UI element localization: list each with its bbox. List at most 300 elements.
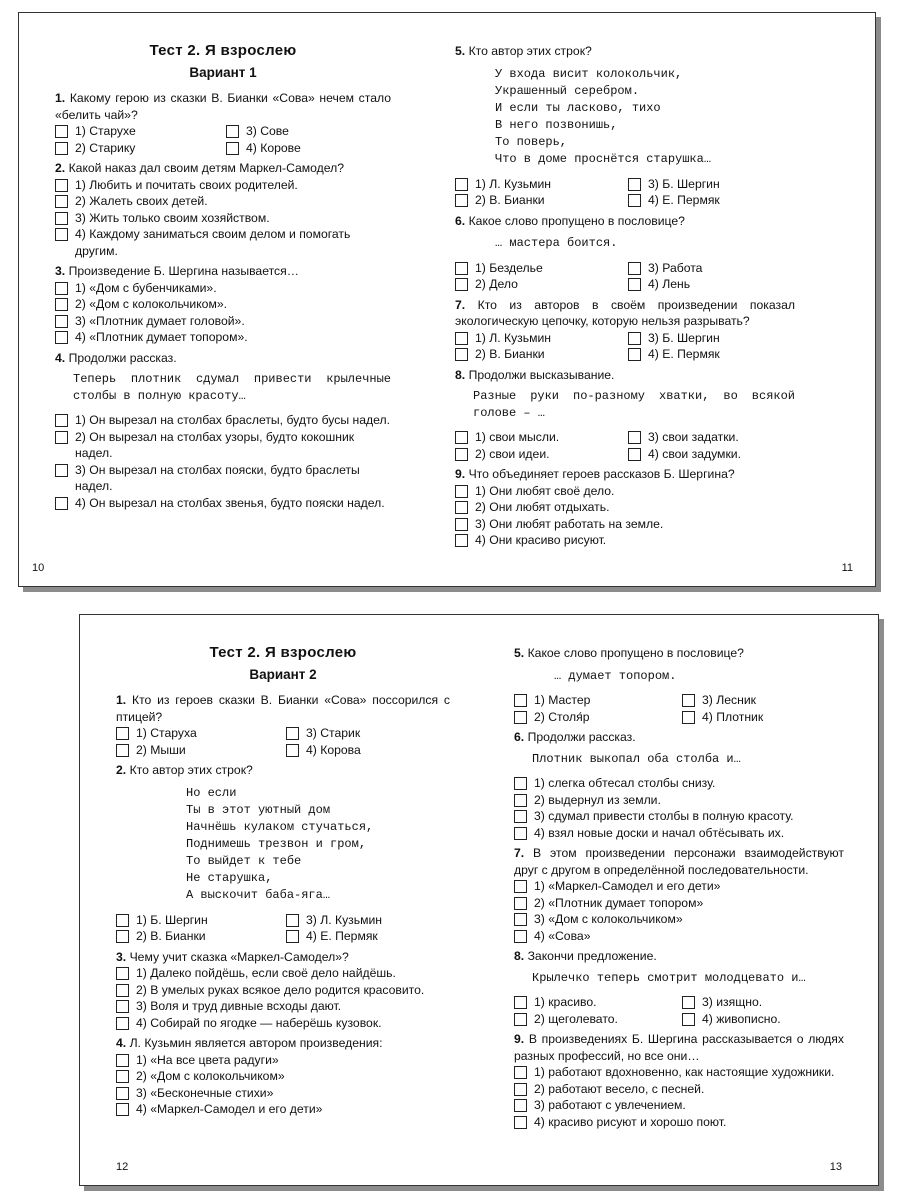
question-text: В произведениях Б. Шергина рассказывается о людях разных профессий, но все они… bbox=[514, 1032, 844, 1063]
checkbox[interactable] bbox=[514, 880, 527, 893]
answer-option-label: 1) Л. Кузьмин bbox=[475, 176, 552, 191]
question-number: 2. bbox=[55, 161, 66, 175]
checkbox[interactable] bbox=[682, 711, 695, 724]
poem-line: В него позвонишь, bbox=[495, 117, 618, 132]
question-text: Какой наказ дал своим детям Маркел-Самодел? bbox=[68, 161, 345, 175]
answer-option[interactable] bbox=[514, 1097, 844, 1114]
answer-options bbox=[514, 692, 844, 725]
checkbox[interactable] bbox=[514, 777, 527, 790]
answer-option[interactable] bbox=[55, 412, 391, 429]
answer-option[interactable] bbox=[628, 192, 795, 209]
question-block bbox=[116, 1035, 450, 1118]
answer-option-label: 2) Старику bbox=[75, 140, 136, 155]
checkbox[interactable] bbox=[55, 228, 68, 241]
answer-option-label: 2) Дело bbox=[475, 277, 518, 291]
answer-options bbox=[514, 878, 844, 944]
answer-option-label: 4) Е. Пермяк bbox=[306, 929, 378, 943]
answer-option[interactable] bbox=[55, 123, 220, 140]
checkbox[interactable] bbox=[55, 282, 68, 295]
page-13-column bbox=[514, 615, 844, 1185]
prose-excerpt: Крылечко теперь смотрит молодцевато и… bbox=[532, 970, 806, 985]
question-text: Кто из авторов в своём произведении показал экологическую цепочку, которую нельзя разрывать? bbox=[455, 297, 795, 328]
question-block bbox=[55, 160, 391, 259]
answer-option[interactable] bbox=[514, 1011, 676, 1028]
answer-option[interactable] bbox=[682, 692, 844, 709]
checkbox[interactable] bbox=[55, 464, 68, 477]
question-number: 8. bbox=[514, 949, 525, 963]
answer-option-label: 3) Б. Шергин bbox=[648, 176, 720, 191]
question-block bbox=[55, 350, 391, 512]
answer-option-label: 4) Они красиво рисуют. bbox=[475, 533, 607, 547]
answer-option-label: 2) Жалеть своих детей. bbox=[75, 194, 208, 208]
checkbox[interactable] bbox=[514, 827, 527, 840]
answer-option[interactable] bbox=[628, 260, 795, 277]
checkbox[interactable] bbox=[55, 212, 68, 225]
answer-option[interactable] bbox=[55, 313, 391, 330]
answer-option[interactable] bbox=[55, 329, 391, 346]
checkbox[interactable] bbox=[514, 996, 527, 1009]
checkbox[interactable] bbox=[116, 1087, 129, 1100]
answer-option[interactable] bbox=[55, 429, 391, 462]
question-block bbox=[514, 948, 844, 1027]
checkbox[interactable] bbox=[514, 1116, 527, 1129]
checkbox[interactable] bbox=[628, 178, 641, 191]
answer-options bbox=[455, 429, 795, 462]
answer-option-label: 3) Жить только своим хозяйством. bbox=[75, 210, 270, 225]
test-spread-variant-1 bbox=[18, 12, 876, 587]
answer-option[interactable] bbox=[628, 276, 795, 293]
answer-option[interactable] bbox=[514, 1064, 844, 1081]
checkbox[interactable] bbox=[455, 262, 468, 275]
answer-option-label: 4) живописно. bbox=[702, 1011, 781, 1026]
checkbox[interactable] bbox=[116, 1000, 129, 1013]
checkbox[interactable] bbox=[514, 1013, 527, 1026]
checkbox[interactable] bbox=[55, 431, 68, 444]
answer-option[interactable] bbox=[514, 692, 676, 709]
answer-option-label: 4) Корова bbox=[306, 742, 361, 757]
answer-option-label: 4) «Сова» bbox=[534, 928, 591, 943]
answer-option[interactable] bbox=[116, 1015, 450, 1032]
checkbox[interactable] bbox=[628, 431, 641, 444]
answer-option[interactable] bbox=[682, 1011, 844, 1028]
answer-option-label: 4) Каждому заниматься своим делом и помогать другим. bbox=[75, 227, 351, 258]
checkbox[interactable] bbox=[682, 996, 695, 1009]
checkbox[interactable] bbox=[455, 501, 468, 514]
answer-options bbox=[514, 1064, 844, 1130]
answer-option-label: 1) Мастер bbox=[534, 693, 591, 707]
checkbox[interactable] bbox=[514, 810, 527, 823]
question-number: 2. bbox=[116, 763, 127, 777]
checkbox[interactable] bbox=[455, 194, 468, 207]
question-text: Произведение Б. Шергина называется… bbox=[68, 264, 299, 278]
answer-option[interactable] bbox=[514, 709, 676, 726]
checkbox[interactable] bbox=[286, 914, 299, 927]
answer-option[interactable] bbox=[226, 140, 391, 157]
test-spread-variant-2 bbox=[79, 614, 879, 1186]
question-block bbox=[116, 949, 450, 1032]
answer-option[interactable] bbox=[514, 911, 844, 928]
prose-excerpt: Плотник выкопал оба столба и… bbox=[532, 751, 741, 766]
answer-options bbox=[116, 725, 450, 758]
question-block bbox=[455, 43, 795, 209]
checkbox[interactable] bbox=[116, 1017, 129, 1030]
answer-option[interactable] bbox=[286, 912, 450, 929]
question-text-line bbox=[514, 729, 844, 746]
answer-option[interactable] bbox=[55, 280, 391, 297]
checkbox[interactable] bbox=[455, 518, 468, 531]
checkbox[interactable] bbox=[286, 930, 299, 943]
question-block bbox=[455, 367, 795, 463]
answer-option[interactable] bbox=[55, 462, 391, 495]
answer-option-label: 1) «Дом с бубенчиками». bbox=[75, 280, 217, 295]
answer-option[interactable] bbox=[682, 709, 844, 726]
question-text: Продолжи высказывание. bbox=[468, 367, 615, 382]
answer-option[interactable] bbox=[628, 429, 795, 446]
checkbox[interactable] bbox=[286, 744, 299, 757]
answer-option-label: 4) Собирай по ягодке — наберёшь кузовок. bbox=[136, 1015, 382, 1030]
checkbox[interactable] bbox=[628, 262, 641, 275]
answer-option[interactable] bbox=[116, 742, 280, 759]
question-text-line bbox=[55, 160, 391, 177]
page-number: 11 bbox=[841, 562, 853, 574]
poem-line: У входа висит колокольчик, bbox=[495, 66, 683, 81]
answer-option[interactable] bbox=[286, 725, 450, 742]
answer-option-label: 3) Б. Шергин bbox=[648, 330, 720, 345]
answer-option[interactable] bbox=[116, 725, 280, 742]
question-text: Какому герою из сказки В. Бианки «Сова» нечем стало «белить чай»? bbox=[55, 91, 392, 122]
variant-label: Вариант 1 bbox=[189, 65, 257, 80]
answer-option[interactable] bbox=[455, 176, 622, 193]
question-text: Кто из героев сказки В. Бианки «Сова» поссорился с птицей? bbox=[116, 693, 450, 724]
question-block bbox=[514, 845, 844, 944]
answer-option[interactable] bbox=[682, 994, 844, 1011]
page-number: 13 bbox=[829, 1161, 842, 1173]
answer-option[interactable] bbox=[628, 330, 795, 347]
answer-option[interactable] bbox=[116, 1101, 450, 1118]
answer-option[interactable] bbox=[455, 192, 622, 209]
poem-line: Поднимешь трезвон и гром, bbox=[186, 836, 367, 851]
checkbox[interactable] bbox=[514, 930, 527, 943]
question-number: 1. bbox=[55, 91, 66, 105]
answer-option[interactable] bbox=[455, 516, 795, 533]
answer-option-label: 1) Старуха bbox=[136, 726, 197, 740]
answer-option-label: 3) Старик bbox=[306, 726, 361, 740]
checkbox[interactable] bbox=[226, 125, 239, 138]
poem-line: Украшенный серебром. bbox=[495, 83, 640, 98]
test-title: Тест 2. Я взрослею bbox=[209, 644, 357, 661]
checkbox[interactable] bbox=[226, 142, 239, 155]
checkbox[interactable] bbox=[455, 178, 468, 191]
question-number: 9. bbox=[514, 1032, 525, 1046]
question-text-line bbox=[116, 762, 450, 779]
question-text-line bbox=[55, 263, 391, 280]
question-number: 6. bbox=[455, 213, 466, 228]
answer-option-label: 1) Старухе bbox=[75, 124, 136, 138]
question-number: 6. bbox=[514, 730, 525, 744]
answer-option[interactable] bbox=[514, 1081, 844, 1098]
checkbox[interactable] bbox=[628, 332, 641, 345]
answer-option[interactable] bbox=[455, 532, 795, 549]
checkbox[interactable] bbox=[514, 794, 527, 807]
question-block bbox=[455, 213, 795, 293]
answer-option-label: 1) Безделье bbox=[475, 260, 543, 275]
checkbox[interactable] bbox=[514, 1083, 527, 1096]
poem-line: То выйдет к тебе bbox=[186, 853, 302, 868]
answer-option[interactable] bbox=[455, 446, 622, 463]
question-text-line bbox=[116, 692, 450, 725]
question-block bbox=[116, 692, 450, 758]
answer-option-label: 3) Лесник bbox=[702, 693, 756, 707]
question-text-line bbox=[455, 367, 795, 384]
answer-option[interactable] bbox=[286, 928, 450, 945]
answer-options bbox=[455, 483, 795, 549]
answer-option-label: 2) В умелых руках всякое дело родится красовито. bbox=[136, 982, 425, 997]
answer-option[interactable] bbox=[514, 808, 844, 825]
poem-line: Не старушка, bbox=[186, 870, 273, 885]
checkbox[interactable] bbox=[116, 1103, 129, 1116]
question-number: 7. bbox=[514, 846, 525, 860]
poem-excerpt bbox=[495, 66, 795, 168]
answer-option-label: 2) «Дом с колокольчиком». bbox=[75, 297, 227, 311]
answer-option[interactable] bbox=[455, 483, 795, 500]
question-number: 5. bbox=[514, 646, 525, 660]
checkbox[interactable] bbox=[116, 984, 129, 997]
answer-option-label: 1) свои мысли. bbox=[475, 430, 560, 444]
checkbox[interactable] bbox=[55, 125, 68, 138]
answer-option[interactable] bbox=[226, 123, 391, 140]
answer-option-label: 4) Плотник bbox=[702, 709, 764, 724]
answer-option-label: 4) «Маркел-Самодел и его дети» bbox=[136, 1102, 323, 1116]
checkbox[interactable] bbox=[116, 727, 129, 740]
answer-option-label: 3) сдумал привести столбы в полную красоту. bbox=[534, 809, 794, 823]
proverb-quote: … думает топором. bbox=[554, 668, 677, 683]
answer-option-label: 3) «Бесконечные стихи» bbox=[136, 1085, 274, 1100]
checkbox[interactable] bbox=[55, 315, 68, 328]
answer-option-label: 4) взял новые доски и начал обтёсывать их. bbox=[534, 825, 785, 840]
poem-line: Начнёшь кулаком стучаться, bbox=[186, 819, 374, 834]
answer-option-label: 2) Мыши bbox=[136, 742, 186, 757]
answer-option[interactable] bbox=[455, 346, 622, 363]
answer-option[interactable] bbox=[455, 499, 795, 516]
checkbox[interactable] bbox=[628, 278, 641, 291]
checkbox[interactable] bbox=[455, 448, 468, 461]
answer-option[interactable] bbox=[455, 429, 622, 446]
question-block bbox=[455, 466, 795, 549]
answer-option-label: 1) Б. Шергин bbox=[136, 912, 208, 927]
answer-option[interactable] bbox=[628, 346, 795, 363]
answer-option[interactable] bbox=[514, 775, 844, 792]
answer-option-label: 1) «Маркел-Самодел и его дети» bbox=[534, 879, 721, 893]
checkbox[interactable] bbox=[682, 694, 695, 707]
question-text: Что объединяет героев рассказов Б. Шергина? bbox=[468, 467, 735, 481]
answer-option[interactable] bbox=[455, 330, 622, 347]
answer-option[interactable] bbox=[55, 495, 391, 512]
checkbox[interactable] bbox=[455, 431, 468, 444]
checkbox[interactable] bbox=[628, 194, 641, 207]
question-block bbox=[455, 297, 795, 363]
answer-option-label: 2) В. Бианки bbox=[136, 929, 206, 943]
checkbox[interactable] bbox=[514, 1066, 527, 1079]
answer-options bbox=[55, 412, 391, 511]
answer-option[interactable] bbox=[116, 982, 450, 999]
checkbox[interactable] bbox=[455, 534, 468, 547]
answer-option[interactable] bbox=[514, 928, 844, 945]
question-number: 9. bbox=[455, 467, 466, 481]
answer-option[interactable] bbox=[455, 260, 622, 277]
question-number: 4. bbox=[116, 1036, 127, 1050]
answer-option[interactable] bbox=[116, 1068, 450, 1085]
answer-option-label: 4) Лень bbox=[648, 277, 691, 291]
answer-option[interactable] bbox=[116, 1085, 450, 1102]
answer-option[interactable] bbox=[55, 226, 391, 259]
checkbox[interactable] bbox=[116, 914, 129, 927]
answer-option-label: 2) «Дом с колокольчиком» bbox=[136, 1069, 285, 1083]
answer-option[interactable] bbox=[514, 878, 844, 895]
answer-option-label: 3) Он вырезал на столбах пояски, будто браслеты надел. bbox=[75, 462, 360, 493]
answer-option[interactable] bbox=[55, 140, 220, 157]
checkbox[interactable] bbox=[455, 332, 468, 345]
checkbox[interactable] bbox=[455, 278, 468, 291]
poem-line: Ты в этот уютный дом bbox=[186, 802, 331, 817]
question-text: Закончи предложение. bbox=[527, 949, 657, 963]
answer-options bbox=[455, 176, 795, 209]
answer-options bbox=[116, 965, 450, 1031]
answer-option-label: 2) щеголевато. bbox=[534, 1011, 618, 1026]
page-10-column bbox=[55, 13, 391, 586]
checkbox[interactable] bbox=[682, 1013, 695, 1026]
answer-option-label: 1) слегка обтесал столбы снизу. bbox=[534, 776, 716, 790]
answer-option[interactable] bbox=[514, 994, 676, 1011]
question-text-line bbox=[455, 43, 795, 60]
checkbox[interactable] bbox=[55, 298, 68, 311]
answer-option-label: 1) «На все цвета радуги» bbox=[136, 1052, 279, 1067]
answer-options bbox=[455, 330, 795, 363]
checkbox[interactable] bbox=[55, 179, 68, 192]
answer-option[interactable] bbox=[55, 210, 391, 227]
checkbox[interactable] bbox=[628, 348, 641, 361]
answer-option-label: 2) работают весело, с песней. bbox=[534, 1081, 705, 1096]
page-11-column bbox=[455, 13, 795, 586]
answer-option[interactable] bbox=[628, 176, 795, 193]
answer-option-label: 2) выдернул из земли. bbox=[534, 792, 661, 807]
poem-line: То поверь, bbox=[495, 134, 568, 149]
answer-option-label: 3) «Дом с колокольчиком» bbox=[534, 912, 683, 926]
answer-option[interactable] bbox=[116, 1052, 450, 1069]
checkbox[interactable] bbox=[116, 1070, 129, 1083]
question-text-line bbox=[514, 845, 844, 878]
question-text: Продолжи рассказ. bbox=[68, 350, 177, 365]
checkbox[interactable] bbox=[116, 744, 129, 757]
answer-option-label: 1) Далеко пойдёшь, если своё дело найдёшь. bbox=[136, 966, 396, 980]
question-text: Какое слово пропущено в пословице? bbox=[468, 213, 685, 228]
question-number: 5. bbox=[455, 44, 466, 58]
answer-options bbox=[55, 123, 391, 156]
poem-line: Но если bbox=[186, 785, 237, 800]
answer-option-label: 1) Он вырезал на столбах браслеты, будто бусы надел. bbox=[75, 413, 390, 427]
checkbox[interactable] bbox=[514, 897, 527, 910]
answer-option[interactable] bbox=[55, 193, 391, 210]
answer-option[interactable] bbox=[116, 965, 450, 982]
answer-option[interactable] bbox=[514, 895, 844, 912]
checkbox[interactable] bbox=[55, 497, 68, 510]
answer-option-label: 1) красиво. bbox=[534, 995, 597, 1009]
checkbox[interactable] bbox=[116, 930, 129, 943]
answer-option[interactable] bbox=[55, 296, 391, 313]
checkbox[interactable] bbox=[55, 195, 68, 208]
answer-option-label: 2) Он вырезал на столбах узоры, будто кокошник надел. bbox=[75, 429, 355, 460]
poem-line: А выскочит баба-яга… bbox=[186, 887, 331, 902]
question-text: Продолжи рассказ. bbox=[527, 730, 636, 744]
question-text-line bbox=[514, 1031, 844, 1064]
poem-excerpt bbox=[186, 785, 450, 904]
checkbox[interactable] bbox=[628, 448, 641, 461]
question-text-line bbox=[455, 297, 795, 330]
answer-option-label: 4) Е. Пермяк bbox=[648, 347, 720, 361]
answer-option[interactable] bbox=[55, 177, 391, 194]
checkbox[interactable] bbox=[116, 967, 129, 980]
poem-line: И если ты ласково, тихо bbox=[495, 100, 661, 115]
question-text-line bbox=[55, 90, 391, 123]
question-text: Л. Кузьмин является автором произведения: bbox=[129, 1036, 383, 1050]
answer-option-label: 4) Е. Пермяк bbox=[648, 193, 720, 207]
answer-option[interactable] bbox=[286, 742, 450, 759]
checkbox[interactable] bbox=[116, 1054, 129, 1067]
answer-options bbox=[55, 177, 391, 260]
question-text: Кто автор этих строк? bbox=[129, 763, 253, 777]
answer-option-label: 2) «Плотник думает топором» bbox=[534, 895, 704, 910]
checkbox[interactable] bbox=[286, 727, 299, 740]
answer-option-label: 3) работают с увлечением. bbox=[534, 1098, 686, 1112]
variant-label: Вариант 2 bbox=[249, 667, 317, 682]
answer-option[interactable] bbox=[116, 998, 450, 1015]
answer-options bbox=[514, 775, 844, 841]
question-block bbox=[514, 1031, 844, 1130]
question-text-line bbox=[55, 350, 391, 367]
checkbox[interactable] bbox=[455, 348, 468, 361]
question-number: 3. bbox=[55, 264, 66, 278]
prose-excerpt: Разные руки по-разному хватки, во всякой голове – … bbox=[473, 389, 795, 420]
answer-option[interactable] bbox=[514, 1114, 844, 1131]
answer-option[interactable] bbox=[116, 912, 280, 929]
answer-option-label: 2) В. Бианки bbox=[475, 347, 545, 361]
checkbox[interactable] bbox=[55, 414, 68, 427]
question-text-line bbox=[514, 948, 844, 965]
answer-option-label: 4) свои задумки. bbox=[648, 446, 741, 461]
checkbox[interactable] bbox=[55, 142, 68, 155]
answer-option[interactable] bbox=[514, 825, 844, 842]
checkbox[interactable] bbox=[455, 485, 468, 498]
proverb-quote: … мастера боится. bbox=[495, 236, 618, 250]
answer-option-label: 4) красиво рисуют и хорошо поют. bbox=[534, 1114, 727, 1129]
answer-option-label: 3) свои задатки. bbox=[648, 430, 739, 444]
answer-options bbox=[116, 912, 450, 945]
answer-option-label: 2) Столя́р bbox=[534, 709, 590, 724]
answer-option[interactable] bbox=[628, 446, 795, 463]
question-text: В этом произведении персонажи взаимодействуют друг с другом в определённой последовательности. bbox=[514, 846, 844, 877]
question-text-line bbox=[116, 949, 450, 966]
answer-options bbox=[514, 994, 844, 1027]
checkbox[interactable] bbox=[514, 1099, 527, 1112]
answer-option-label: 2) В. Бианки bbox=[475, 193, 545, 207]
checkbox[interactable] bbox=[514, 913, 527, 926]
answer-option-label: 3) Они любят работать на земле. bbox=[475, 516, 664, 531]
answer-option[interactable] bbox=[514, 792, 844, 809]
answer-option[interactable] bbox=[455, 276, 622, 293]
checkbox[interactable] bbox=[514, 694, 527, 707]
checkbox[interactable] bbox=[55, 331, 68, 344]
answer-option[interactable] bbox=[116, 928, 280, 945]
checkbox[interactable] bbox=[514, 711, 527, 724]
